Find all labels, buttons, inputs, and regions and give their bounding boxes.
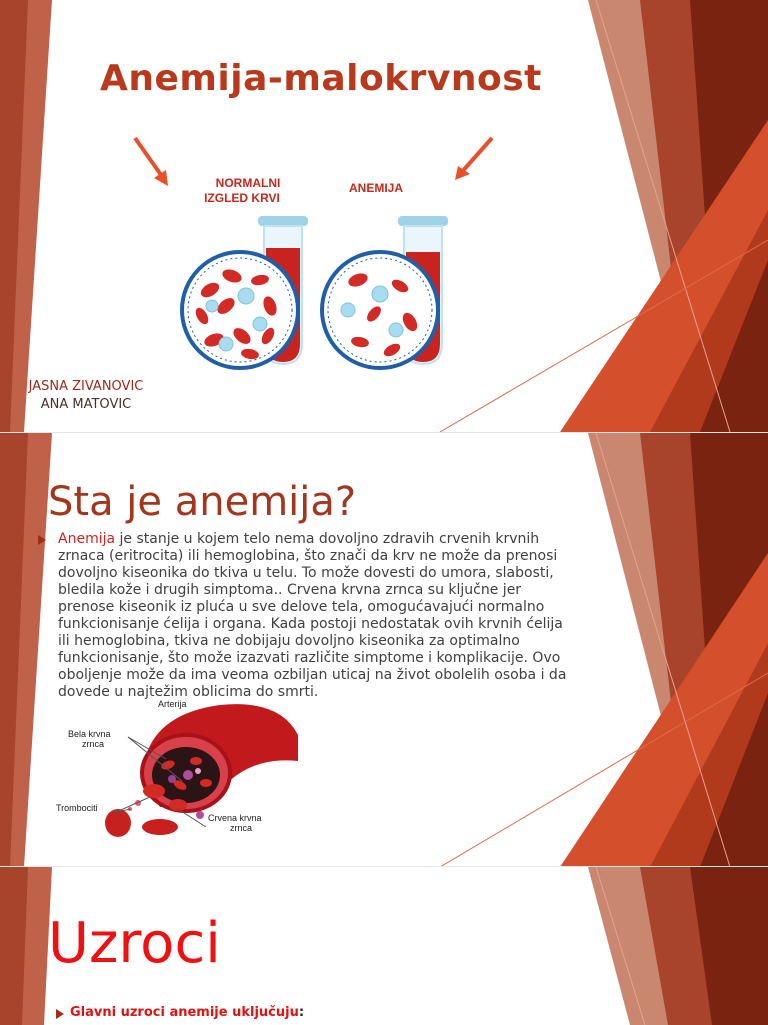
causes-intro-colon: : [298, 1005, 305, 1020]
slide-title-text: Uzroci [48, 911, 221, 976]
label-red-cells-line1: Crvena krvna [208, 813, 262, 823]
label-normal-line1: NORMALNI [215, 176, 281, 190]
bullet-arrow-icon [56, 1009, 64, 1019]
label-white-cells-line1: Bela krvna [68, 729, 111, 739]
causes-intro [70, 1005, 304, 1020]
slide-title [0, 0, 768, 432]
slide-causes [0, 866, 768, 1025]
label-white-cells-line2: zrnca [82, 739, 105, 749]
artery-vessel-icon [142, 704, 298, 811]
artery-figure [50, 695, 320, 845]
blood-comparison-figure [130, 130, 500, 370]
slide-title-text: Anemija-malokrvnost [100, 58, 542, 99]
definition-text: je stanje u kojem telo nema dovoljno zdravih crvenih krvnih zrnaca (eritrocita) ili hemoglobina, što znači da krv ne može da prenosi dovoljno kiseonika do tkiva u telu. To može dovesti do umora, slabosti, bledila kože i drugih simptoma.. Crvena krvna zrnca su ključne jer prenose kiseonik iz pluća u sve delove tela, omogućavajući normalno funkcionisanje ćelija i organa. Kada postoji nedostatak ovih krvnih ćelija ili hemoglobina, tkiva ne dobijaju dovoljno kiseonika za optimalno funkcionisanje, što može izazvati različite simptome i komplikacije. Ovo oboljenje može da ima veoma ozbiljan uticaj na život obolelih osoba i da dovede u najtežim oblicima do smrti. [58, 531, 567, 700]
author-name: ANA MATOVIC [40, 397, 132, 412]
normal-blood-cells-icon [182, 252, 298, 368]
slide-definition [0, 432, 768, 867]
authors [0, 378, 172, 414]
label-anemia: ANEMIJA [348, 181, 404, 195]
arrow-right-icon [460, 138, 492, 174]
label-normal-line2: IZGLED KRVI [204, 191, 280, 205]
label-platelets: Trombociti [56, 803, 98, 813]
label-red-cells-line2: zrnca [230, 823, 253, 833]
slide-title-text: Sta je anemija? [48, 479, 357, 525]
bullet-arrow-icon [38, 535, 46, 545]
definition-paragraph [58, 531, 574, 703]
label-artery: Arterija [158, 699, 187, 709]
author-name: JASNA ZIVANOVIC [28, 379, 144, 394]
highlighted-term: Anemija [58, 531, 116, 547]
causes-intro-text: Glavni uzroci anemije uključuju [70, 1005, 299, 1020]
anemia-blood-cells-icon [322, 252, 438, 368]
